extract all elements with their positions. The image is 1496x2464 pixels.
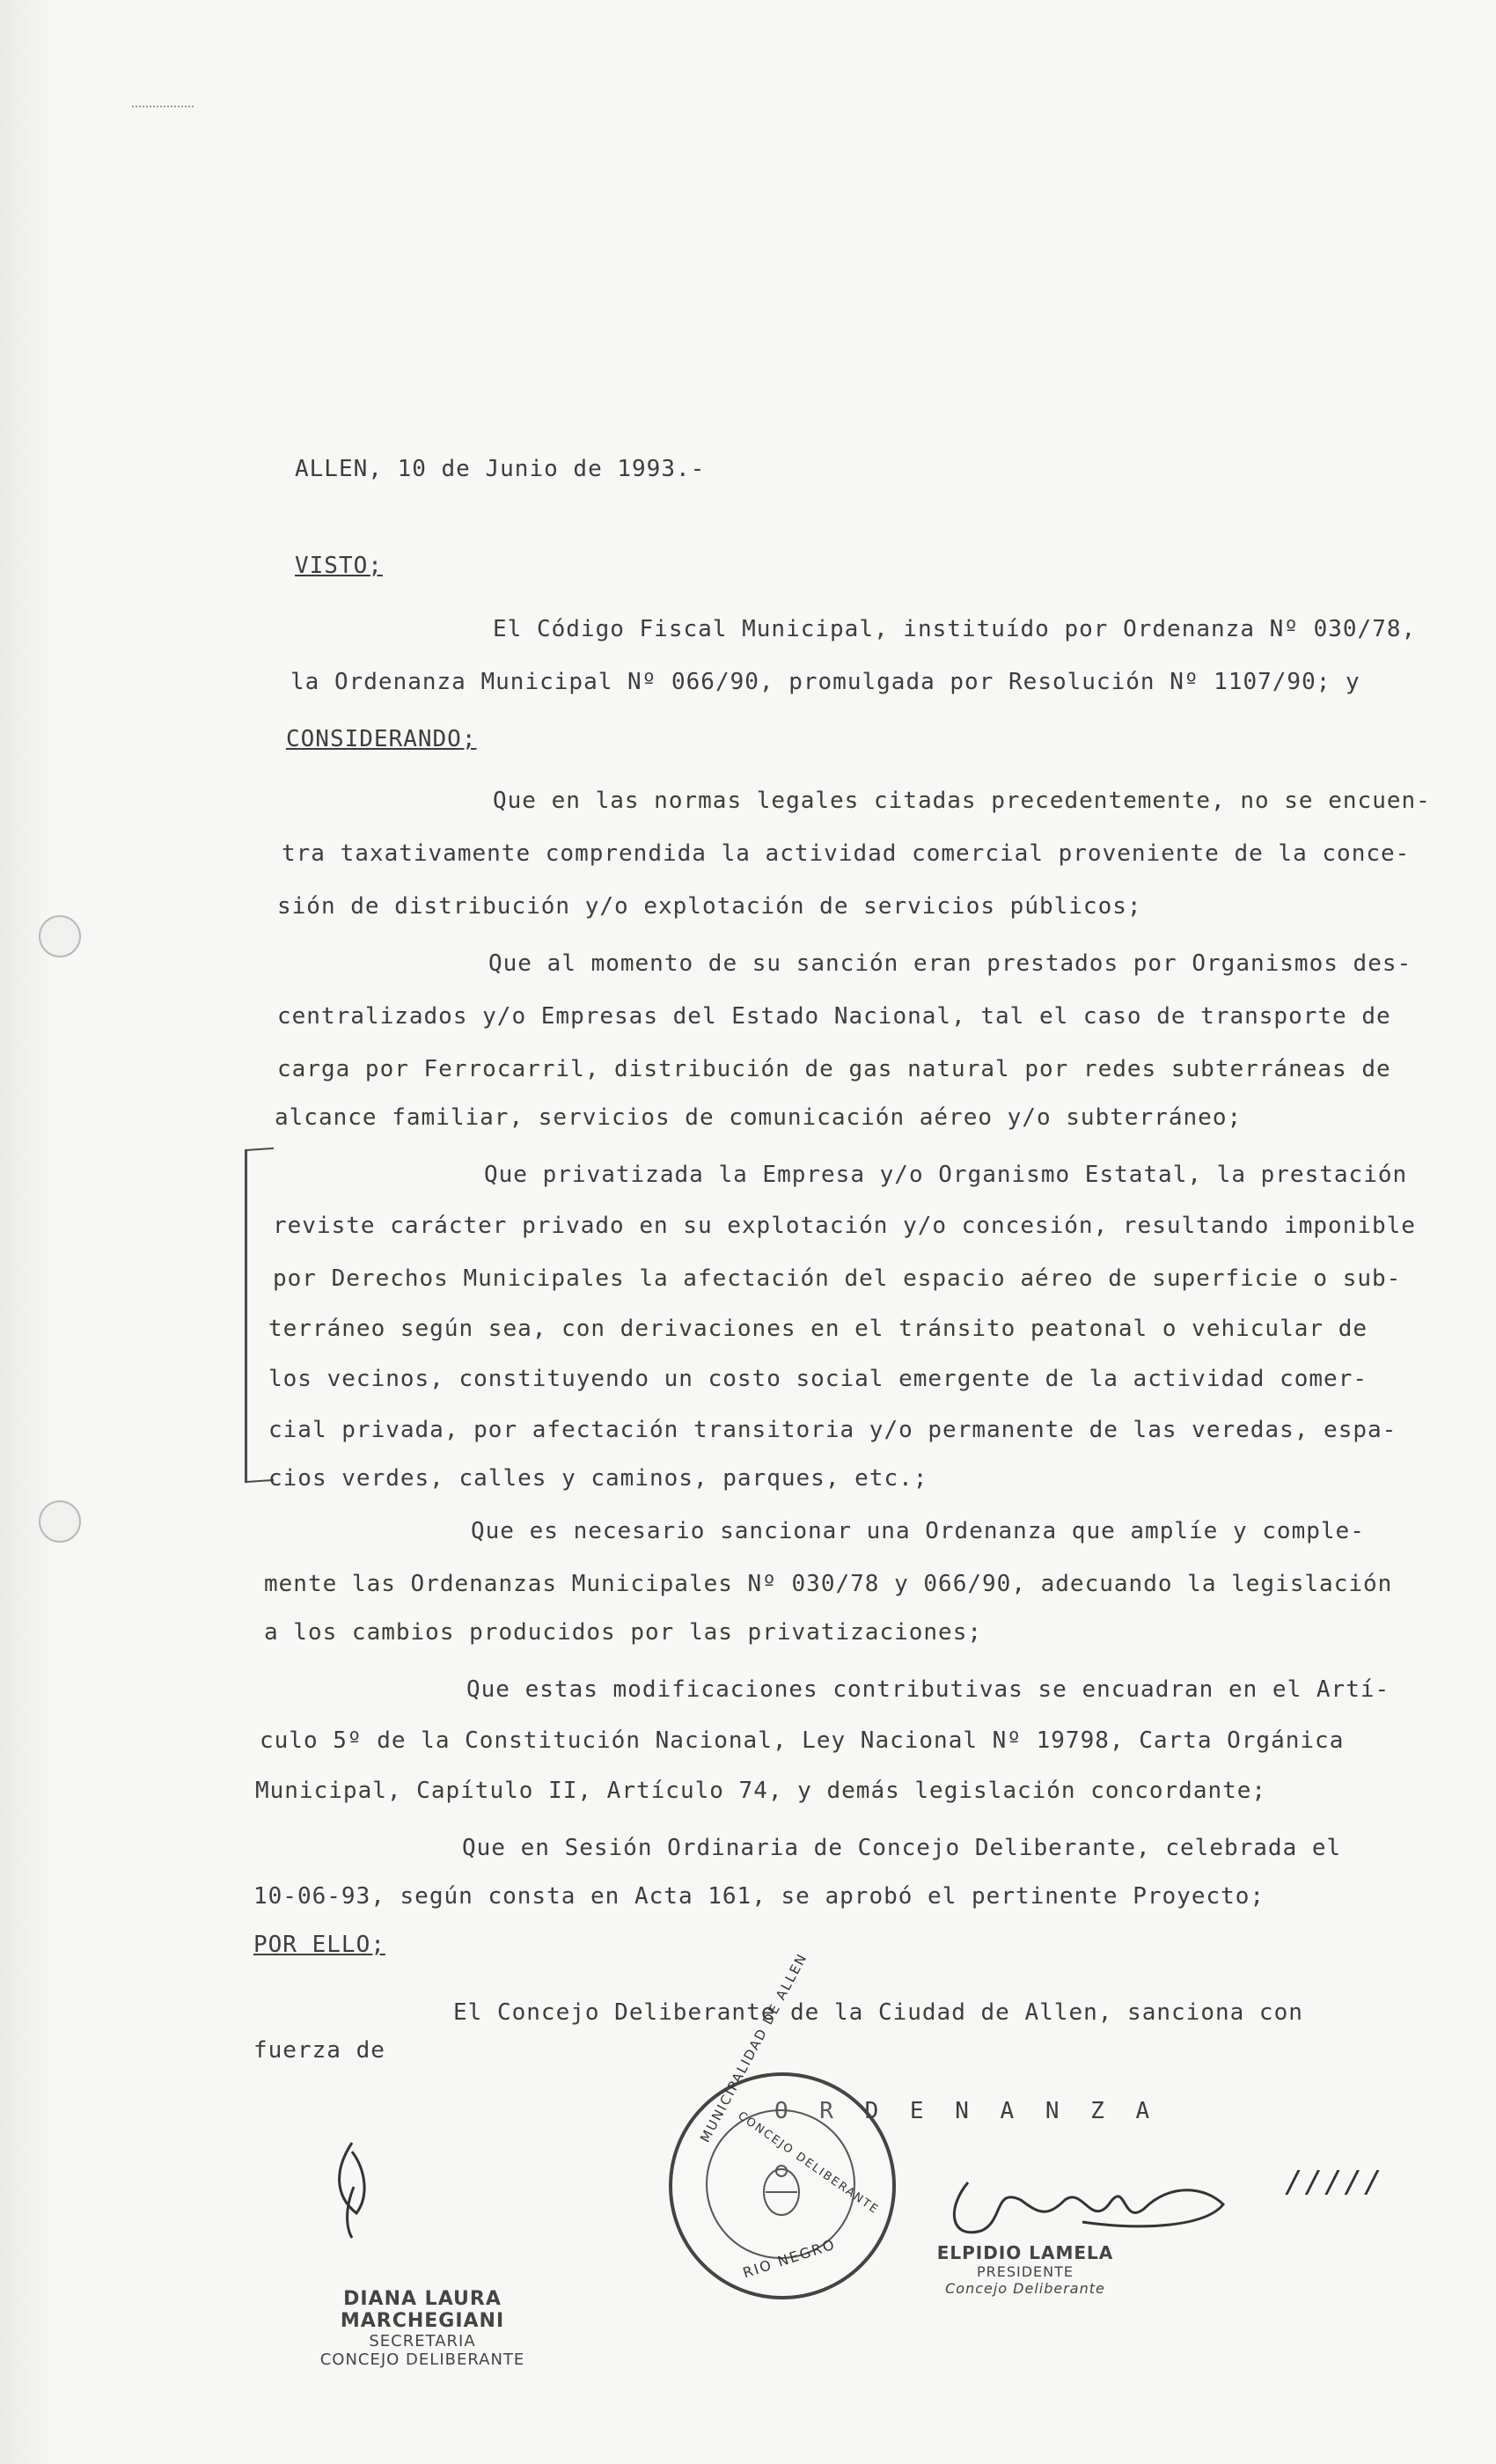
considerando-line: tra taxativamente comprendida la actividad comercial proveniente de la conce- (282, 840, 1411, 867)
signatory-name: ELPIDIO LAMELA (936, 2242, 1114, 2263)
considerando-line: alcance familiar, servicios de comunicación aéreo y/o subterráneo; (275, 1104, 1243, 1131)
considerando-line: los vecinos, constituyendo un costo social emergente de la actividad comer- (268, 1366, 1368, 1392)
considerando-line: terráneo según sea, con derivaciones en el tránsito peatonal o vehicular de (268, 1316, 1368, 1342)
date-line: ALLEN, 10 de Junio de 1993.- (295, 456, 706, 482)
signature-block-secretaria (264, 2288, 581, 2369)
signature-block-presidente (915, 2242, 1135, 2297)
considerando-heading: CONSIDERANDO; (286, 726, 477, 752)
considerando-line: 10-06-93, según consta en Acta 161, se aprobó el pertinente Proyecto; (253, 1883, 1265, 1910)
visto-line: El Código Fiscal Municipal, instituído por Ordenanza Nº 030/78, (493, 616, 1417, 642)
signatory-role: PRESIDENTE (976, 2263, 1074, 2280)
paper-mark (132, 106, 194, 123)
considerando-line: Que en las normas legales citadas precedentemente, no se encuen- (493, 788, 1431, 814)
considerando-line: sión de distribución y/o explotación de servicios públicos; (277, 893, 1142, 920)
considerando-line: Que privatizada la Empresa y/o Organismo Estatal, la prestación (484, 1162, 1408, 1188)
signatory-body: Concejo Deliberante (945, 2280, 1105, 2297)
por-ello-line: fuerza de (253, 2037, 385, 2064)
tally-marks: ///// (1285, 2165, 1384, 2200)
seal-top-text: MUNICIPALIDAD DE ALLEN (697, 1950, 811, 2145)
considerando-line: culo 5º de la Constitución Nacional, Ley Nacional Nº 19798, Carta Orgánica (260, 1727, 1345, 1754)
considerando-line: carga por Ferrocarril, distribución de gas natural por redes subterráneas de (277, 1056, 1391, 1082)
signatory-role: SECRETARIA (369, 2332, 476, 2350)
punch-hole-icon (39, 915, 81, 957)
considerando-line: cios verdes, calles y caminos, parques, etc.; (268, 1465, 928, 1492)
seal-middle-text: CONCEJO DELIBERANTE (735, 2109, 882, 2218)
ordenanza-heading: O R D E N A N Z A (774, 2098, 1159, 2124)
signatory-body: CONCEJO DELIBERANTE (319, 2350, 525, 2369)
visto-heading: VISTO; (295, 553, 383, 579)
por-ello-line: El Concejo Deliberante de la Ciudad de Allen, sanciona con (453, 1999, 1303, 2026)
considerando-line: por Derechos Municipales la afectación del espacio aéreo de superficie o sub- (273, 1265, 1402, 1292)
considerando-line: Municipal, Capítulo II, Artículo 74, y demás legislación concordante; (255, 1778, 1267, 1804)
considerando-line: Que en Sesión Ordinaria de Concejo Deliberante, celebrada el (462, 1835, 1342, 1861)
paper-edge (0, 0, 55, 2464)
considerando-line: centralizados y/o Empresas del Estado Nacional, tal el caso de transporte de (277, 1003, 1391, 1030)
left-signature-scribble (317, 2134, 396, 2240)
considerando-line: cial privada, por afectación transitoria y/o permanente de las veredas, espa- (268, 1417, 1397, 1443)
seal-bottom-text: RIO NEGRO (740, 2235, 838, 2282)
considerando-line: reviste carácter privado en su explotación y/o concesión, resultando imponible (273, 1213, 1416, 1239)
considerando-line: a los cambios producidos por las privatizaciones; (264, 1619, 983, 1646)
considerando-line: mente las Ordenanzas Municipales Nº 030/78 y 066/90, adecuando la legislación (264, 1571, 1393, 1597)
punch-hole-icon (39, 1500, 81, 1543)
considerando-line: Que al momento de su sanción eran prestados por Organismos des- (488, 950, 1412, 977)
visto-line: la Ordenanza Municipal Nº 066/90, promulgada por Resolución Nº 1107/90; y (290, 669, 1360, 695)
considerando-line: Que estas modificaciones contributivas se encuadran en el Artí- (466, 1676, 1390, 1703)
signatory-name: DIANA LAURA MARCHEGIANI (340, 2288, 505, 2332)
right-signature-scribble (942, 2156, 1232, 2253)
por-ello-heading: POR ELLO; (253, 1932, 385, 1958)
coat-of-arms-icon (759, 2164, 804, 2218)
considerando-line: Que es necesario sancionar una Ordenanza que amplíe y comple- (471, 1518, 1365, 1544)
municipal-seal-stamp (669, 1950, 896, 2299)
